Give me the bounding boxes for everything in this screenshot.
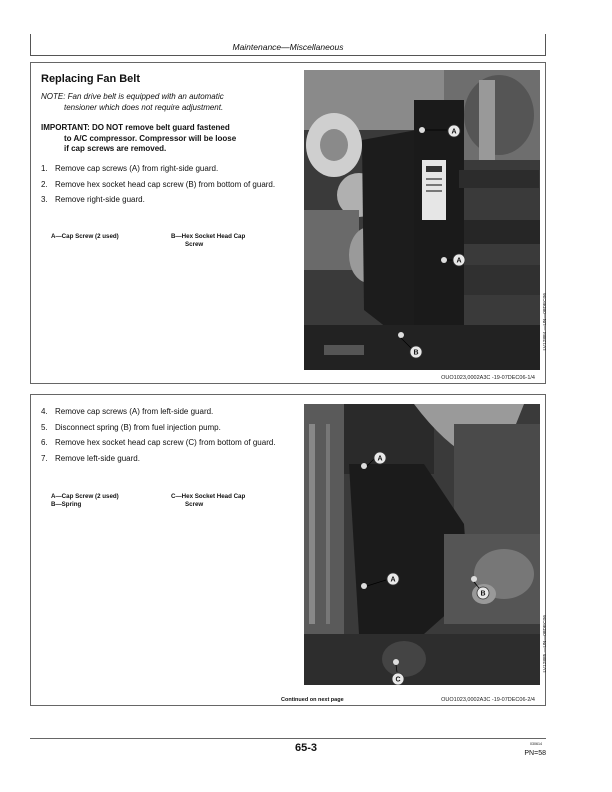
list-item: 1. Remove cap screws (A) from right-side guard.: [41, 164, 219, 173]
reference-code: OUO1023,0002A3C -19-07DEC06-1/4: [441, 375, 535, 381]
list-item: 6. Remove hex socket head cap screw (C) from bottom of guard.: [41, 438, 276, 447]
legend-a: A—Cap Screw (2 used): [51, 233, 119, 240]
reference-code: OUO1023,0002A3C -19-07DEC06-2/4: [441, 697, 535, 703]
callout-c: [392, 673, 404, 685]
continued-note: Continued on next page: [281, 697, 344, 703]
section-left-side-guard: [30, 394, 546, 706]
note: [41, 91, 286, 113]
steps-list: [41, 407, 291, 469]
callout-b: [410, 346, 422, 358]
list-item: 3. Remove right-side guard.: [41, 195, 145, 204]
steps-list: [41, 164, 291, 211]
photo-illustration: [304, 70, 540, 370]
important-line-3: if cap screws are removed.: [64, 144, 167, 153]
callout-b: [477, 587, 489, 599]
svg-text:A: A: [451, 128, 457, 136]
important-line-2: to A/C compressor. Compressor will be loose: [64, 133, 237, 143]
callout-a-bottom: [387, 573, 399, 585]
list-item: 7. Remove left-side guard.: [41, 453, 140, 463]
svg-text:A: A: [456, 257, 462, 265]
print-code: 030614: [530, 742, 542, 746]
photo-illustration: [304, 404, 540, 685]
important-warning: [41, 123, 301, 155]
callout-a-bottom: [453, 254, 465, 266]
list-item: 2. Remove hex socket head cap screw (B) from bottom of guard.: [41, 179, 276, 189]
note-line-2: tensioner which does not require adjustment.: [64, 103, 224, 112]
engine-photo-right-side: [304, 70, 540, 370]
legend-c: C—Hex Socket Head Cap Screw: [171, 493, 246, 508]
callout-a-top: [374, 452, 386, 464]
svg-text:C: C: [395, 676, 401, 684]
footer-rule: [30, 738, 546, 739]
callout-a-top: [448, 125, 460, 137]
svg-text:A: A: [377, 455, 383, 463]
svg-text:B: B: [480, 590, 486, 598]
page-header: [30, 34, 546, 56]
header-title: Maintenance—Miscellaneous: [232, 42, 344, 52]
svg-text:A: A: [390, 576, 396, 584]
note-line-1: NOTE: Fan drive belt is equipped with an automatic: [41, 92, 224, 101]
image-code: LV12885 —UN—08DEC06: [543, 615, 548, 673]
svg-text:B: B: [413, 349, 419, 357]
image-code: LV12884 —UN—08DEC06: [543, 293, 548, 351]
engine-photo-left-side: [304, 404, 540, 685]
list-item: 5. Disconnect spring (B) from fuel injection pump.: [41, 422, 221, 432]
legend-a-b: A—Cap Screw (2 used) B—Spring: [51, 493, 119, 508]
section-title: Replacing Fan Belt: [41, 73, 141, 85]
section-replacing-fan-belt: [30, 62, 546, 384]
pn-label: PN=58: [524, 750, 546, 757]
important-line-1: IMPORTANT: DO NOT remove belt guard fastened: [41, 123, 230, 132]
page-number: 65-3: [294, 742, 318, 754]
list-item: 4. Remove cap screws (A) from left-side guard.: [41, 407, 214, 416]
legend-b: B—Hex Socket Head Cap Screw: [171, 233, 246, 248]
